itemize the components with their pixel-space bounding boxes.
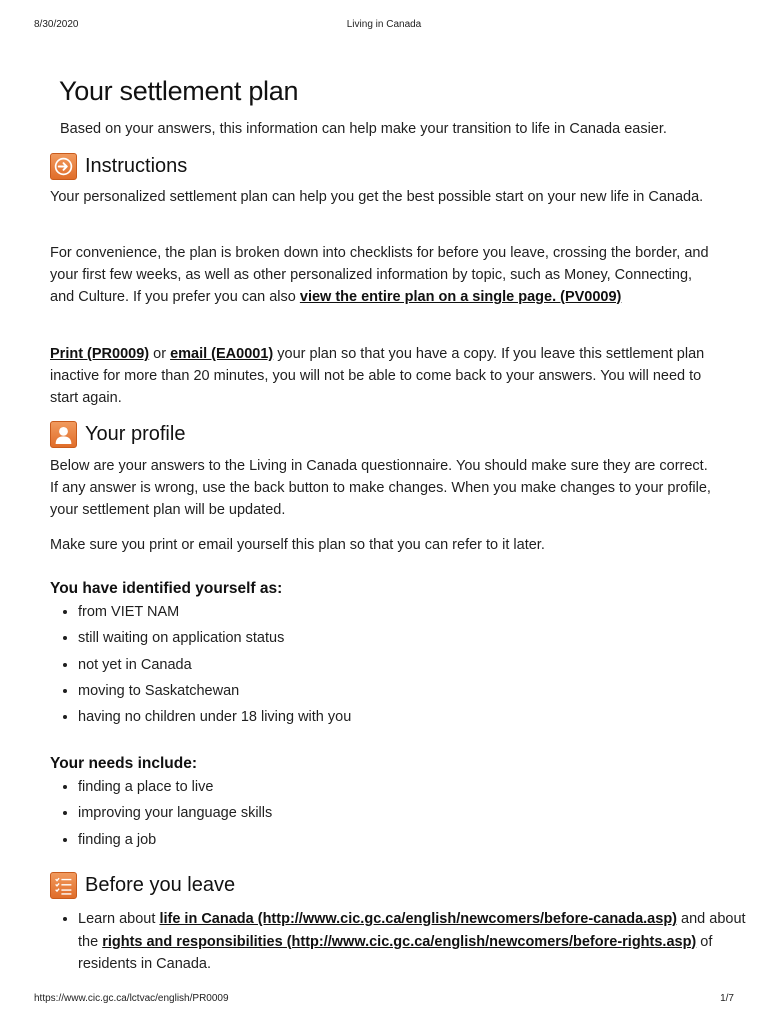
checklist-icon [50, 872, 77, 899]
before-header [50, 872, 235, 899]
list-item: • finding a job [78, 829, 272, 855]
list-item: • having no children under 18 living with you [78, 706, 351, 732]
print-header-title: Living in Canada [346, 19, 422, 30]
person-icon [50, 421, 77, 448]
list-item: • moving to Saskatchewan [78, 680, 351, 706]
profile-paragraph-1: Below are your answers to the Living in Canada questionnaire. You should make sure they are correct. If any answer is wrong, use the back button to make changes. When you make changes to your profile, your settlement plan will be updated. [50, 458, 711, 518]
before-heading: Before you leave [85, 874, 236, 896]
print-url: https://www.cic.gc.ca/lctvac/english/PR0009 [34, 993, 229, 1004]
list-item: • finding a place to live [78, 776, 272, 802]
life-in-canada-link[interactable]: life in Canada (http://www.cic.gc.ca/english/newcomers/before-canada.asp) [159, 911, 677, 927]
instructions-p3-text: your plan so that you have a copy. If you leave this settlement plan inactive for more than 20 minutes, you will not be able to come back to your answers. You will need to start again. [50, 346, 705, 406]
needs-list [50, 776, 272, 855]
identified-list [50, 601, 351, 732]
identified-heading: You have identified yourself as: [50, 580, 283, 597]
instructions-heading: Instructions [85, 155, 188, 177]
instructions-paragraph-3 [50, 343, 718, 409]
before-list [50, 908, 748, 976]
instructions-header [50, 153, 187, 180]
needs-heading: Your needs include: [50, 755, 197, 772]
arrow-right-circle-icon [50, 153, 77, 180]
list-item: • not yet in Canada [78, 654, 351, 680]
before-item-text-a: Learn about [78, 911, 160, 927]
page-number: 1/7 [720, 993, 734, 1004]
print-date: 8/30/2020 [34, 19, 79, 30]
instructions-paragraph-1: Your personalized settlement plan can help you get the best possible start on your new life in Canada. [50, 189, 704, 205]
instructions-p3-or: or [149, 346, 171, 362]
list-item [78, 908, 748, 976]
list-item: • from VIET NAM [78, 601, 351, 627]
print-link[interactable]: Print (PR0009) [50, 346, 150, 362]
rights-and-responsibilities-link[interactable]: rights and responsibilities (http://www.cic.gc.ca/english/newcomers/before-rights.asp) [102, 933, 697, 950]
before-item-text-b: and about the [78, 911, 746, 950]
instructions-paragraph-2 [50, 242, 718, 308]
profile-paragraph-2: Make sure you print or email yourself this plan so that you can refer to it later. [50, 537, 545, 553]
profile-header [50, 421, 185, 448]
intro-text: Based on your answers, this information can help make your transition to life in Canada easier. [60, 121, 667, 137]
instructions-p2-text: For convenience, the plan is broken down into checklists for before you leave, crossing the border, and your first few weeks, as well as other personalized information by topic, such as Money, Connecting, and Culture. If you prefer you can also [50, 245, 709, 305]
before-item-text-c: of residents in Canada. [78, 933, 713, 972]
page-title: Your settlement plan [59, 76, 299, 106]
list-item: • improving your language skills [78, 802, 272, 828]
profile-heading: Your profile [85, 423, 186, 445]
view-entire-plan-link[interactable]: view the entire plan on a single page. (PV0009) [299, 289, 622, 305]
list-item: • still waiting on application status [78, 627, 351, 653]
email-link[interactable]: email (EA0001) [170, 346, 274, 362]
